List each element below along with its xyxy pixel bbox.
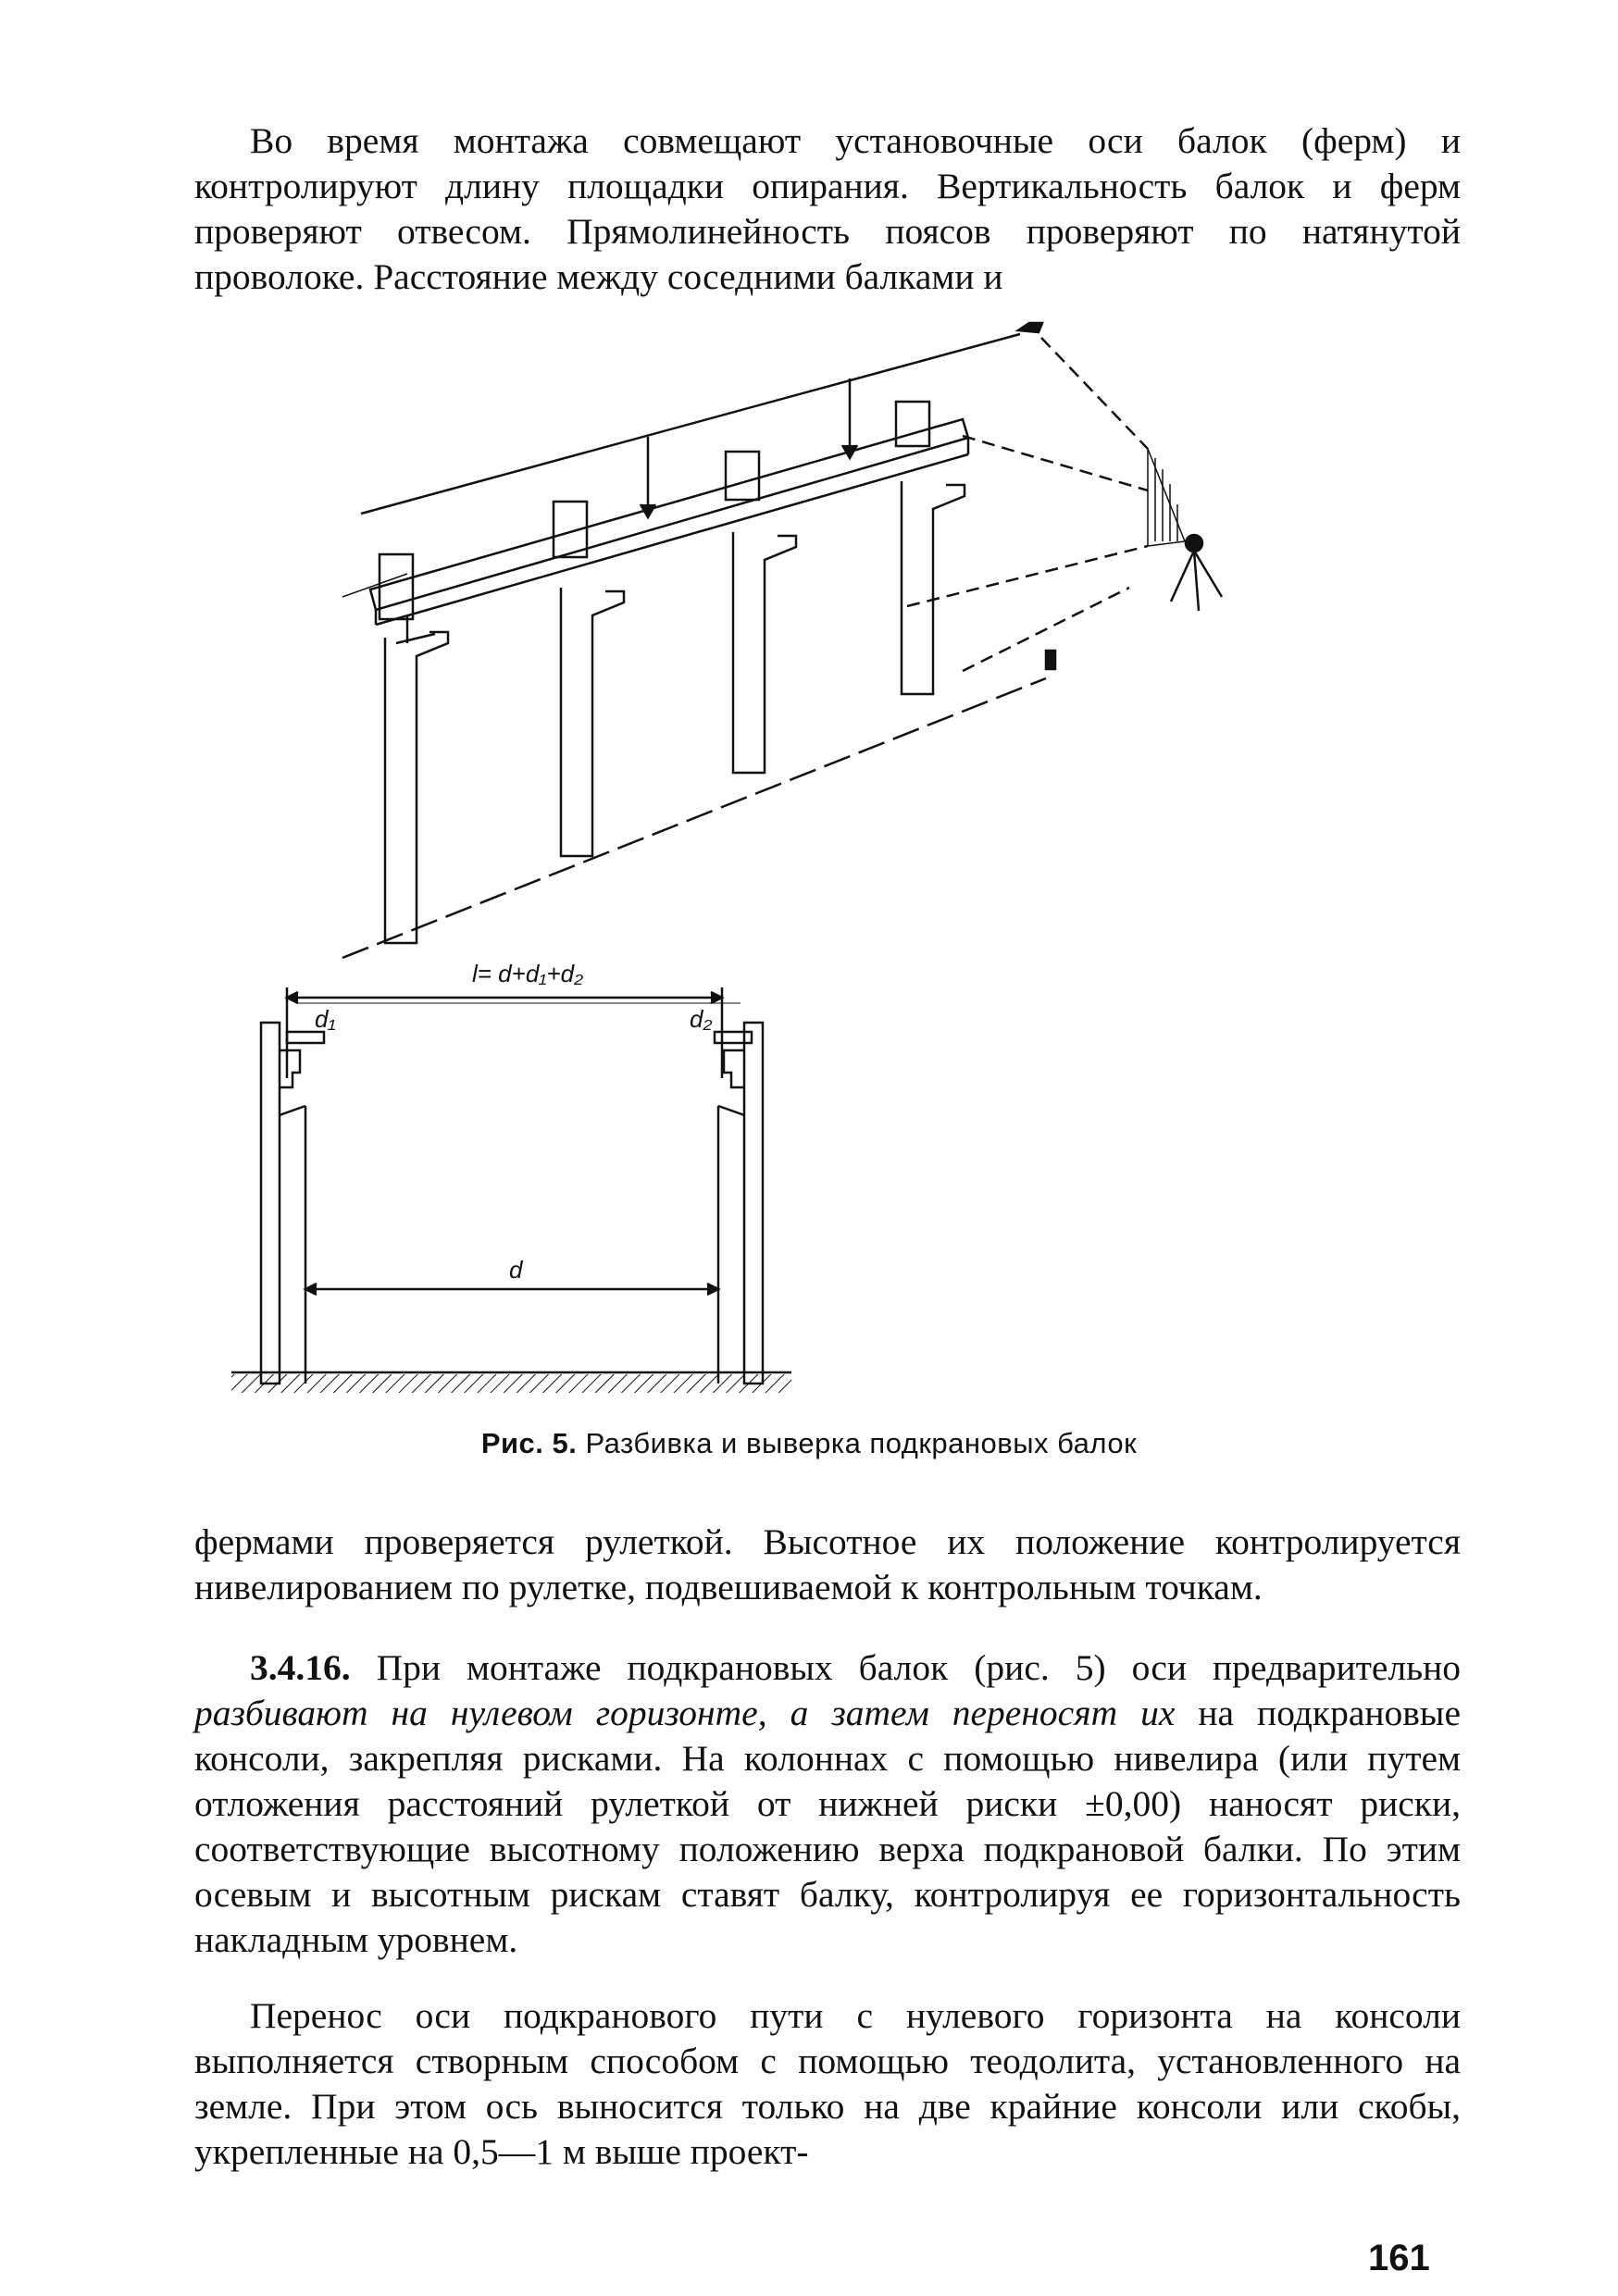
section-view <box>231 987 791 1393</box>
d2-label: d₂ <box>690 1005 713 1033</box>
perspective-view <box>342 323 1222 958</box>
section-3-4-16 <box>194 1645 1461 1963</box>
caption-text: Разбивка и выверка подкрановых балок <box>577 1427 1138 1459</box>
paragraph-top: Во время монтажа совмещают установочные оси балок (ферм) и контролируют длину площадки опирания. Вертикальность балок и ферм проверяют отвесом. Прямолинейность поясов проверяют по натянутой проволоке. Расстояние между соседними балками и <box>194 120 1461 297</box>
section-text-1: При монтаже подкрановых балок (рис. 5) оси предварительно <box>350 1647 1461 1688</box>
d-label: d <box>509 1256 523 1284</box>
paragraph-last: Перенос оси подкранового пути с нулевого горизонта на консоли выполняется створным способом с помощью теодолита, установленного на земле. При этом ось выносится только на две крайние консоли или скобы, укрепленные на 0,5—1 м выше проект- <box>194 1995 1461 2172</box>
crane-beam-figure <box>315 319 1277 1430</box>
caption-label: Рис. 5. <box>480 1427 578 1459</box>
column-4 <box>896 402 965 694</box>
column-3 <box>726 452 796 773</box>
paragraph-continued: фермами проверяется рулеткой. Высотное их положение контролируется нивелированием по рулетке, подвешиваемой к контрольным точкам. <box>194 1521 1461 1607</box>
formula-label: l= d+d₁+d₂ <box>472 960 584 987</box>
section-number: 3.4.16. <box>250 1647 351 1688</box>
d1-label: d₁ <box>315 1005 336 1033</box>
column-1 <box>380 554 448 943</box>
figure-caption <box>0 1427 1618 1460</box>
section-text-2: на подкрановые консоли, закрепляя рисками. На колоннах с помощью нивелира (или путем отложения расстояний рулеткой от нижней риски ±0,00) наносят риски, соответствующие высотному положению верха подкрановой балки. По этим осевым и высотным рискам ставят балку, контролируя ее горизонтальность накладным уровнем. <box>194 1693 1461 1960</box>
page-number: 161 <box>1368 2238 1430 2278</box>
section-italic: разбивают на нулевом горизонте, а затем переносят их <box>194 1693 1176 1733</box>
